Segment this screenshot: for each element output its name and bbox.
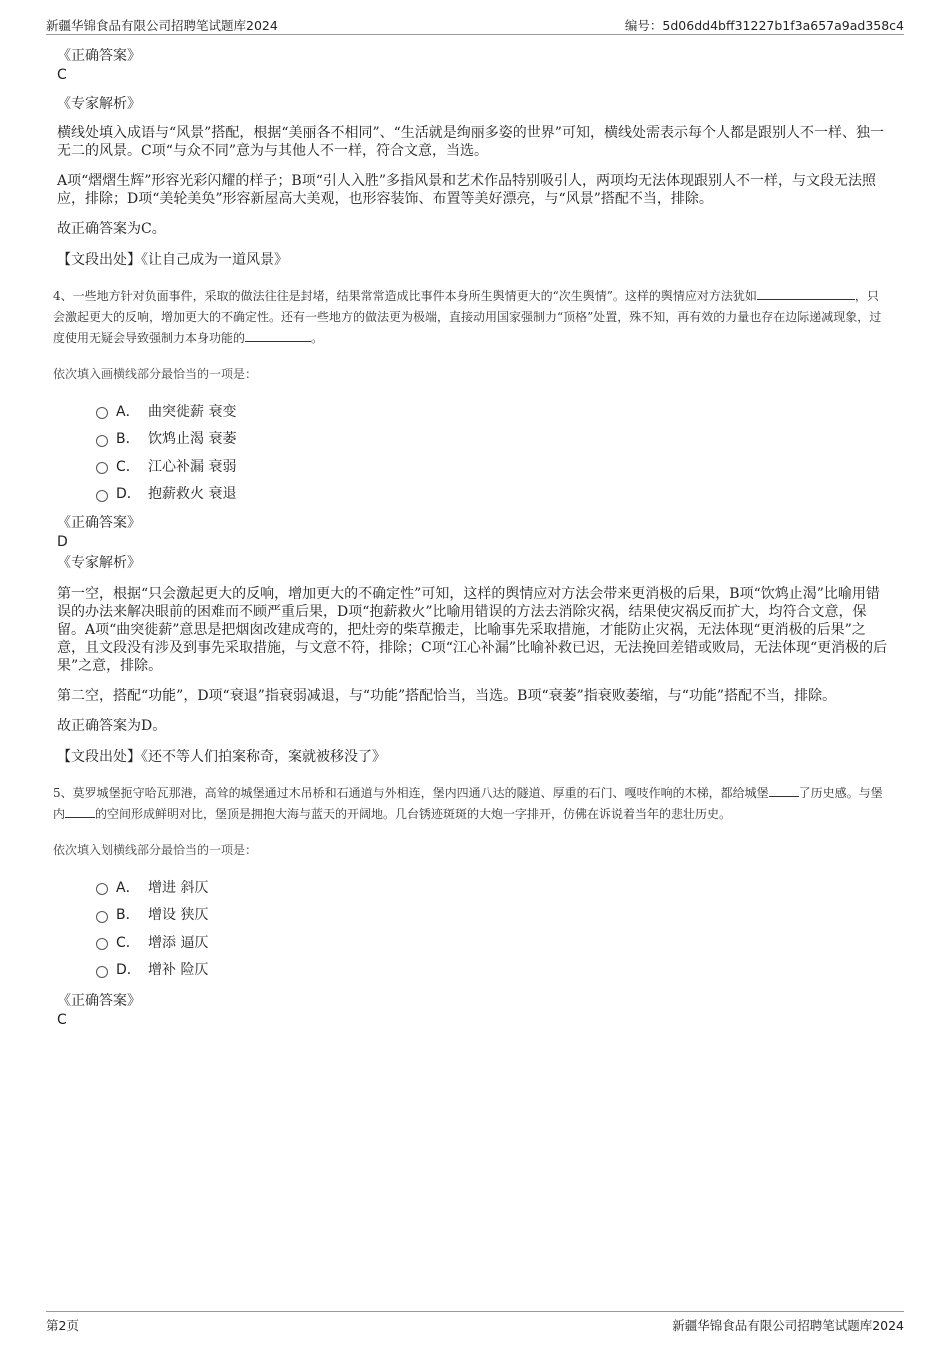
analysis-conclusion: 故正确答案为D。 (57, 718, 167, 734)
radio-icon[interactable] (96, 911, 108, 923)
answer-label: 《正确答案》 (57, 515, 141, 531)
option-d[interactable]: D． 增补 险仄 (96, 956, 890, 984)
analysis-paragraph: 第二空，搭配“功能”，D项“衰退”指衰弱减退，与“功能”搭配恰当，当选。B项“衰萎”指衰败萎缩，与“功能”搭配不当，排除。 (57, 688, 837, 704)
analysis-label: 《专家解析》 (57, 96, 141, 112)
analysis-paragraph: 横线处填入成语与“风景”搭配，根据“美丽各不相同”、“生活就是绚丽多姿的世界”可知，横线处需表示每个人都是跟别人不一样、独一无二的风景。C项“与众不同”意为与其他人不一样，符合文意，当选。 (57, 125, 884, 159)
radio-icon[interactable] (96, 883, 108, 895)
footer-title: 新疆华锦食品有限公司招聘笔试题库2024 (672, 1318, 904, 1333)
option-b[interactable]: B． 增设 狭仄 (96, 901, 890, 929)
analysis-label: 《专家解析》 (57, 555, 141, 571)
page-header (46, 14, 904, 35)
option-d[interactable]: D． 抱薪救火 衰退 (96, 480, 890, 508)
answer-value: D (57, 534, 68, 550)
option-c[interactable]: C． 江心补漏 衰弱 (96, 452, 890, 480)
analysis-paragraph: A项“熠熠生辉”形容光彩闪耀的样子；B项“引人入胜”多指风景和艺术作品特别吸引人，两项均无法体现跟别人不一样，与文段无法照应，排除；D项“美轮美奂”形容新屋高大美观，也形容装饰、布置等美好漂亮，与“风景”搭配不当，排除。 (57, 173, 877, 207)
answer-blank (769, 783, 799, 797)
question-5-options (96, 873, 890, 983)
source-citation: 【文段出处】《还不等人们拍案称奇，案就被移没了》 (57, 749, 386, 765)
radio-icon[interactable] (96, 407, 108, 419)
question-4-stem: 4、一些地方针对负面事件，采取的做法往往是封堵，结果常常造成比事件本身所生舆情更大的“次生舆情”。这样的舆情应对方法犹如 ，只会激起更大的反响，增加更大的不确定性。还有一些地方的做法更为极端，直接动用国家强制力“顶格”处置，殊不知，再有效的力量也存在边际递减现象，过度使用无疑会导致强制力本身功能的 。 (53, 286, 890, 349)
option-b[interactable]: B． 饮鸩止渴 衰萎 (96, 425, 890, 453)
question-5-stem: 5、莫罗城堡扼守哈瓦那港，高耸的城堡通过木吊桥和石通道与外相连，堡内四通八达的隧道、厚重的石门、嘎吱作响的木梯，都给城堡 了历史感。与堡内 的空间形成鲜明对比，堡顶是拥抱大海与蓝天的开阔地。几台锈迹斑斑的大炮一字排开，仿佛在诉说着当年的悲壮历史。 (53, 783, 890, 825)
answer-label: 《正确答案》 (57, 48, 141, 64)
radio-icon[interactable] (96, 490, 108, 502)
radio-icon[interactable] (96, 462, 108, 474)
header-title: 新疆华锦食品有限公司招聘笔试题库2024 (46, 18, 278, 33)
analysis-paragraph: 第一空，根据“只会激起更大的反响，增加更大的不确定性”可知，这样的舆情应对方法会带来更消极的后果，B项“饮鸩止渴”比喻用错误的办法来解决眼前的困难而不顾严重后果，D项“抱薪救火”比喻用错误的方法去消除灾祸，结果使灾祸反而扩大，均符合文意，保留。A项“曲突徙薪”意思是把烟囱改建成弯的，把灶旁的柴草搬走，比喻事先采取措施，才能防止灾祸，无法体现“更消极的后果”之意，且文段没有涉及到事先采取措施，与文意不符，排除；C项“江心补漏”比喻补救已迟，无法挽回差错或败局，无法体现“更消极的后果”之意，排除。 (57, 586, 888, 674)
answer-blank (65, 804, 95, 818)
radio-icon[interactable] (96, 435, 108, 447)
question-prompt: 依次填入划横线部分最恰当的一项是： (53, 843, 258, 857)
answer-blank (757, 286, 855, 300)
source-citation: 【文段出处】《让自己成为一道风景》 (57, 252, 288, 268)
analysis-conclusion: 故正确答案为C。 (57, 221, 166, 237)
answer-blank (245, 328, 311, 342)
option-a[interactable]: A． 曲突徙薪 衰变 (96, 397, 890, 425)
header-code: 编号：5d06dd4bff31227b1f3a657a9ad358c4 (624, 18, 904, 33)
page-body (53, 46, 890, 1029)
question-prompt: 依次填入画横线部分最恰当的一项是： (53, 367, 258, 381)
question-4-options (96, 397, 890, 507)
option-a[interactable]: A． 增进 斜仄 (96, 873, 890, 901)
answer-value: C (57, 1012, 67, 1028)
page-footer (46, 1311, 904, 1334)
radio-icon[interactable] (96, 938, 108, 950)
radio-icon[interactable] (96, 966, 108, 978)
option-c[interactable]: C． 增添 逼仄 (96, 928, 890, 956)
answer-label: 《正确答案》 (57, 993, 141, 1009)
answer-value: C (57, 67, 67, 83)
page-number: 第2页 (46, 1318, 79, 1333)
